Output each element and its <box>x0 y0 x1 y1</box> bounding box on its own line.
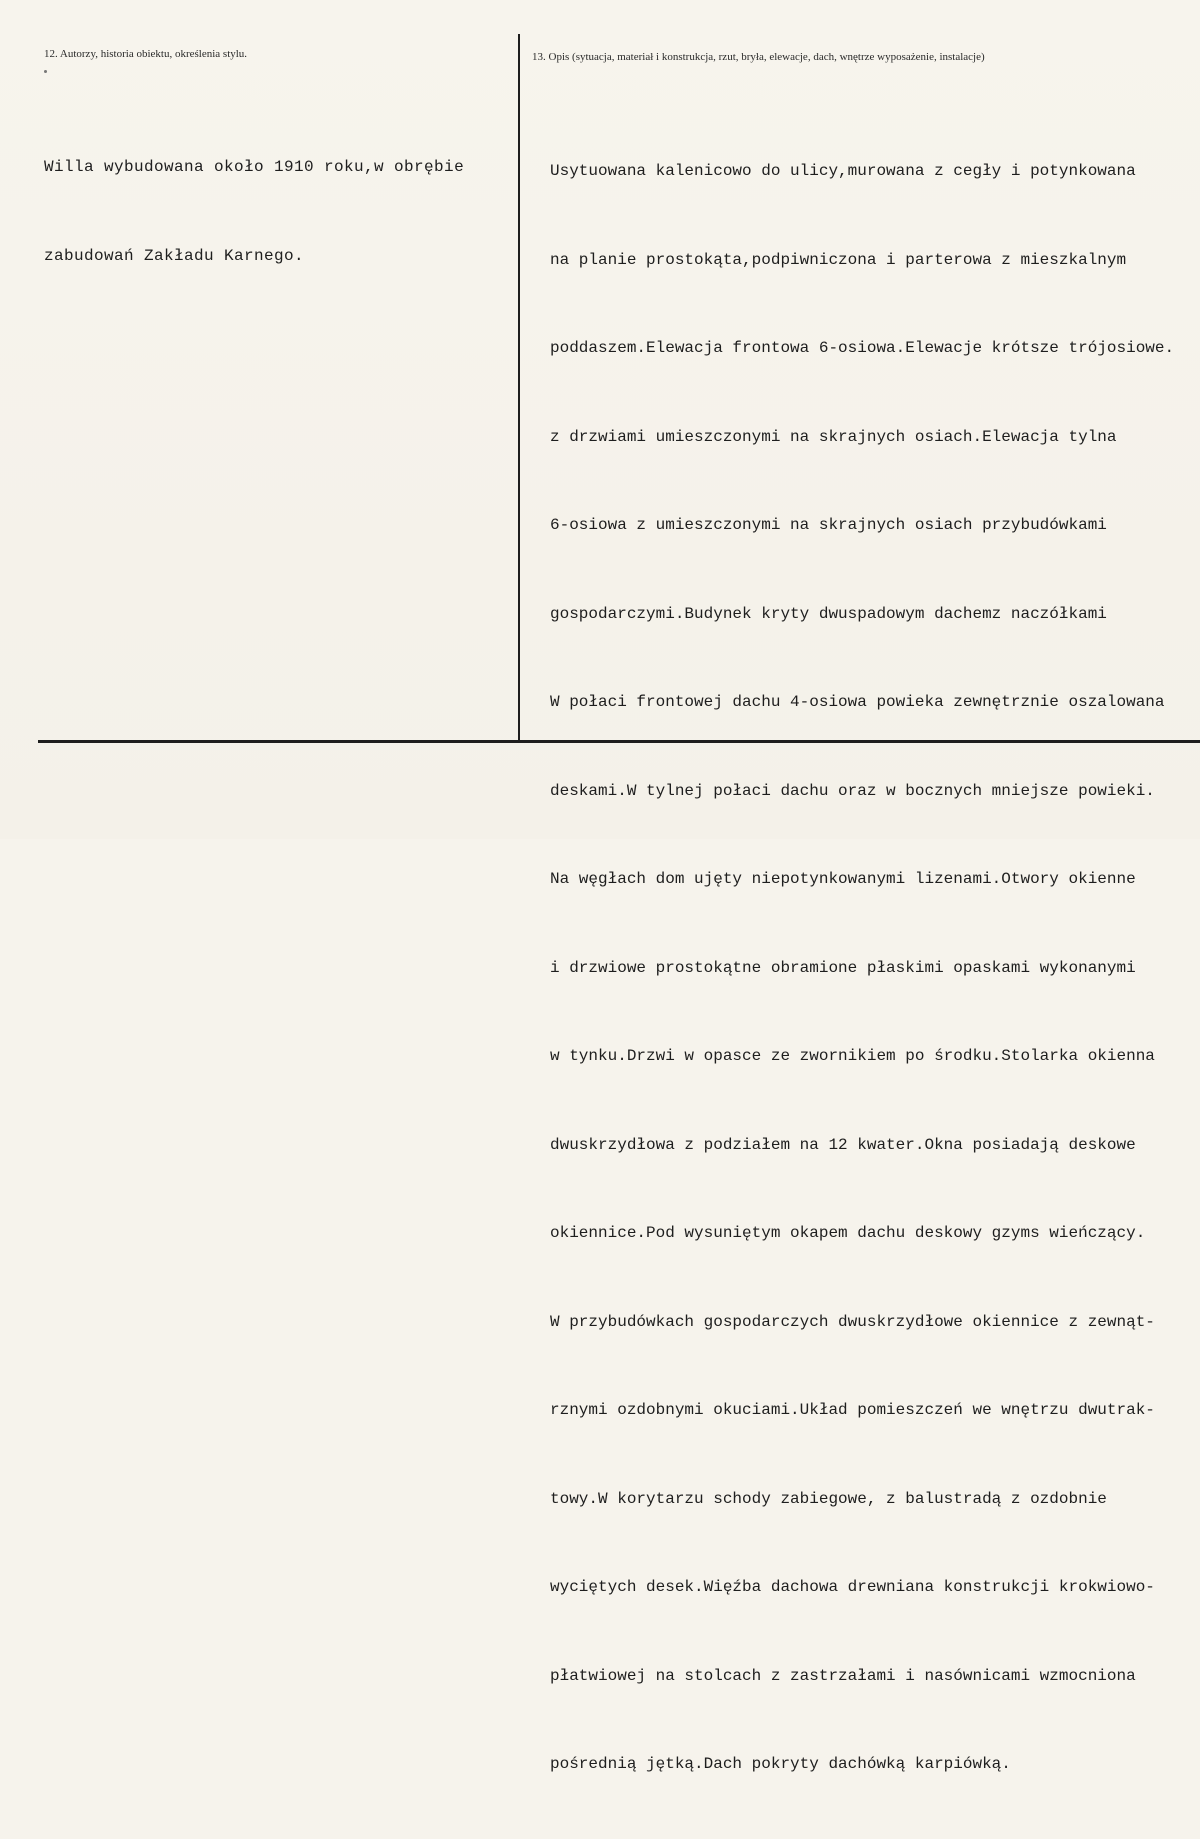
bottom-rule <box>38 740 1200 743</box>
typed-line: płatwiowej na stolcach z zastrzałami i nasównicami wzmocniona <box>550 1666 1136 1685</box>
typed-line: W połaci frontowej dachu 4-osiowa powieka zewnętrznie oszalowana <box>550 693 1165 711</box>
typed-line: rznymi ozdobnymi okuciami.Układ pomieszczeń we wnętrzu dwutrak- <box>550 1401 1155 1419</box>
section-12-text <box>44 94 464 330</box>
section-13-text <box>550 98 1174 1839</box>
typed-line: gospodarczymi.Budynek kryty dwuspadowym dachemz naczółkami <box>550 604 1107 623</box>
typed-line: Usytuowana kalenicowo do ulicy,murowana z cegły i potynkowana <box>550 162 1136 180</box>
section-12-heading: 12. Autorzy, historia obiektu, określenia stylu. <box>44 48 248 60</box>
ink-mark <box>44 70 47 73</box>
section-13-heading: 13. Opis (sytuacja, materiał i konstrukcja, rzut, bryła, elewacje, dach, wnętrze wyposażenie, instalacje) <box>532 51 985 63</box>
typed-line: okiennice.Pod wysuniętym okapem dachu deskowy gzyms wieńczący. <box>550 1224 1146 1242</box>
typed-line: wyciętych desek.Więźba dachowa drewniana konstrukcji krokwiowo- <box>550 1578 1155 1596</box>
typed-line: z drzwiami umieszczonymi na skrajnych osiach.Elewacja tylna <box>550 427 1117 446</box>
typed-line: towy.W korytarzu schody zabiegowe, z balustradą z ozdobnie <box>550 1489 1107 1508</box>
typed-line: poddaszem.Elewacja frontowa 6-osiowa.Elewacje krótsze trójosiowe. <box>550 339 1175 357</box>
typed-line: Willa wybudowana około 1910 roku,w obrębie <box>44 158 465 176</box>
typed-line: w tynku.Drzwi w opasce ze zwornikiem po środku.Stolarka okienna <box>550 1047 1155 1065</box>
typed-line: i drzwiowe prostokątne obramione płaskimi opaskami wykonanymi <box>550 958 1136 977</box>
typed-line: pośrednią jętką.Dach pokryty dachówką karpiówką. <box>550 1755 1011 1773</box>
typed-line: dwuskrzydłowa z podziałem na 12 kwater.Okna posiadają deskowe <box>550 1135 1136 1154</box>
column-divider <box>518 34 520 742</box>
typed-line: Na węgłach dom ujęty niepotynkowanymi lizenami.Otwory okienne <box>550 870 1136 888</box>
typed-line: zabudowań Zakładu Karnego. <box>44 246 305 265</box>
typed-line: 6-osiowa z umieszczonymi na skrajnych osiach przybudówkami <box>550 516 1107 534</box>
typed-line: na planie prostokąta,podpiwniczona i parterowa z mieszkalnym <box>550 250 1127 269</box>
typed-line: W przybudówkach gospodarczych dwuskrzydłowe okiennice z zewnąt- <box>550 1312 1155 1331</box>
typed-line: deskami.W tylnej połaci dachu oraz w bocznych mniejsze powieki. <box>550 781 1155 800</box>
